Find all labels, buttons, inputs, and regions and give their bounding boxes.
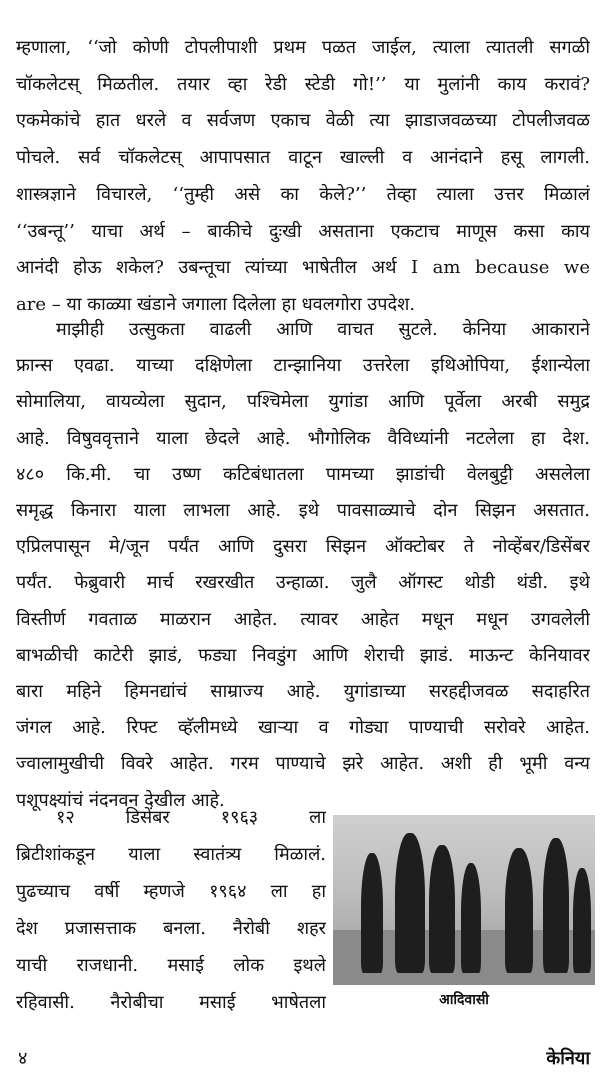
text-line: बारा महिने हिमनद्यांचं साम्राज्य आहे. युगांडाच्या सरहद्दीजवळ सदाहरित xyxy=(16,681,590,702)
text-line: पशूपक्ष्यांचं नंदनवन देखील आहे. xyxy=(16,789,225,811)
text-line: १२ डिसेंबर १९६३ ला xyxy=(56,807,326,828)
text-line: रहिवासी. नैरोबीचा मसाई भाषेतला xyxy=(16,992,326,1013)
text-line: ४८० कि.मी. चा उष्ण कटिबंधातला पामच्या झाडांची वेलबुट्टी असलेला xyxy=(16,463,590,485)
text-line: एकमेकांचे हात धरले व सर्वजण एकाच वेळी त्या झाडाजवळच्या टोपलीजवळ xyxy=(16,110,590,132)
text-line: याची राजधानी. मसाई लोक इथले xyxy=(16,955,326,976)
text-line: समृद्ध किनारा याला लाभला आहे. इथे पावसाळ्याचे दोन सिझन असतात. xyxy=(16,500,590,521)
text-line: शास्त्रज्ञाने विचारले, ‘‘तुम्ही असे का केले?’’ तेव्हा त्याला उत्तर मिळालं xyxy=(16,183,590,205)
text-line: जंगल आहे. रिफ्ट व्हॅलीमध्ये खाऱ्या व गोड्या पाण्याची सरोवरे आहेत. xyxy=(16,717,590,739)
text-line: म्हणाला, ‘‘जो कोणी टोपलीपाशी प्रथम पळत जाईल, त्याला त्यातली सगळी xyxy=(16,37,590,58)
text-line: फ्रान्स एवढा. याच्या दक्षिणेला टान्झानिया उत्तरेला इथिओपिया, ईशान्येला xyxy=(16,355,590,377)
text-line: ज्वालामुखीची विवरे आहेत. गरम पाण्याचे झरे आहेत. अशी ही भूमी वन्य xyxy=(16,753,590,775)
text-line: पर्यंत. फेब्रुवारी मार्च रखरखीत उन्हाळा. जुलै ऑगस्ट थोडी थंडी. इथे xyxy=(16,572,590,594)
text-line: are – या काळ्या खंडाने जगाला दिलेला हा धवलगोरा उपदेश. xyxy=(16,293,416,315)
text-line: आहे. विषुववृत्ताने याला छेदले आहे. भौगोलिक वैविध्यांनी नटलेला हा देश. xyxy=(16,427,590,449)
text-line: एप्रिलपासून मे/जून पर्यंत आणि दुसरा सिझन ऑक्टोबर ते नोव्हेंबर/डिसेंबर xyxy=(16,536,590,558)
text-line: ब्रिटीशांकडून याला स्वातंत्र्य मिळालं. xyxy=(16,844,326,865)
chapter-title: केनिया xyxy=(546,1048,590,1069)
text-line: ‘‘उबन्तू’’ याचा अर्थ – बाकीचे दुःखी असताना एकटाच माणूस कसा काय xyxy=(16,220,590,242)
text-line: सोमालिया, वायव्येला सुदान, पश्चिमेला युगांडा आणि पूर्वेला अरबी समुद्र xyxy=(16,391,590,413)
text-line: बाभळीची काटेरी झाडं, फड्या निवडुंग आणि शेराची झाडं. माऊन्ट केनियावर xyxy=(16,644,590,666)
text-line: माझीही उत्सुकता वाढली आणि वाचत सुटले. केनिया आकाराने xyxy=(56,319,590,340)
tribal-people-photo xyxy=(333,815,595,985)
text-line: चॉकलेटस् मिळतील. तयार व्हा रेडी स्टेडी गो!’’ या मुलांनी काय करावं? xyxy=(16,73,590,95)
photo-caption: आदिवासी xyxy=(439,992,489,1008)
text-line: देश प्रजासत्ताक बनला. नैरोबी शहर xyxy=(16,918,326,939)
text-line: पुढच्याच वर्षी म्हणजे १९६४ ला हा xyxy=(16,881,326,902)
text-line: विस्तीर्ण गवताळ माळरान आहेत. त्यावर आहेत मधून मधून उगवलेली xyxy=(16,608,590,630)
text-line: पोचले. सर्व चॉकलेटस् आपापसात वाटून खाल्ली व आनंदाने हसू लागली. xyxy=(16,147,590,169)
text-line: आनंदी होऊ शकेल? उबन्तूचा त्यांच्या भाषेतील अर्थ I am because we xyxy=(16,257,590,279)
page-number: ४ xyxy=(18,1048,28,1069)
